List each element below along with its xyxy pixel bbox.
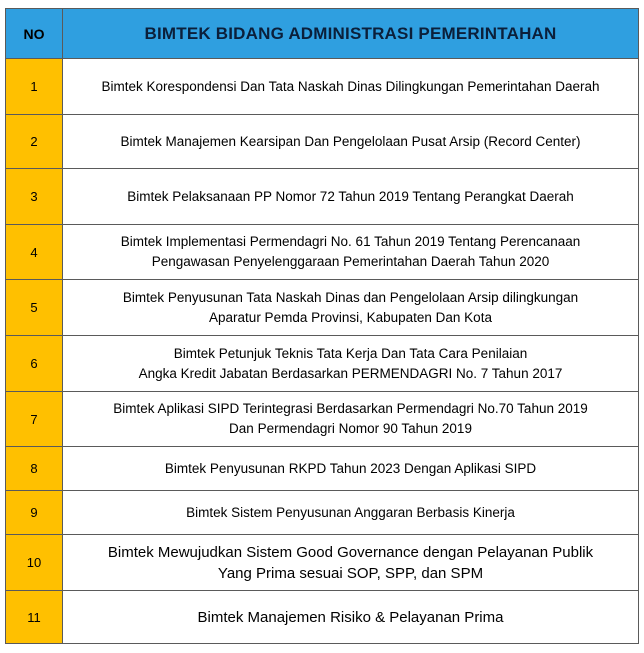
row-title <box>63 392 639 447</box>
row-title <box>63 591 639 644</box>
row-title <box>63 225 639 280</box>
row-title <box>63 447 639 491</box>
row-title <box>63 491 639 535</box>
row-title-line: Angka Kredit Jabatan Berdasarkan PERMENDAGRI No. 7 Tahun 2017 <box>138 365 563 381</box>
row-number: 1 <box>6 59 63 115</box>
row-title-line: Bimtek Aplikasi SIPD Terintegrasi Berdasarkan Permendagri No.70 Tahun 2019 <box>113 401 588 416</box>
table-row <box>6 392 639 447</box>
row-title <box>63 115 639 169</box>
table-row <box>6 169 639 225</box>
table-row <box>6 491 639 535</box>
row-title-line: Bimtek Manajemen Kearsipan Dan Pengelolaan Pusat Arsip (Record Center) <box>120 133 581 149</box>
row-title <box>63 169 639 225</box>
row-title-line: Bimtek Manajemen Risiko & Pelayanan Prima <box>197 608 504 626</box>
table-row <box>6 447 639 491</box>
row-title-line: Aparatur Pemda Provinsi, Kabupaten Dan Kota <box>209 309 492 325</box>
row-number: 7 <box>6 392 63 447</box>
row-title-line: Bimtek Pelaksanaan PP Nomor 72 Tahun 2019 Tentang Perangkat Daerah <box>127 188 574 204</box>
row-title-line: Bimtek Penyusunan Tata Naskah Dinas dan Pengelolaan Arsip dilingkungan <box>122 289 579 305</box>
row-number: 4 <box>6 225 63 280</box>
table-row <box>6 59 639 115</box>
bimtek-table <box>5 8 639 644</box>
row-title-line: Bimtek Petunjuk Teknis Tata Kerja Dan Tata Cara Penilaian <box>173 345 528 361</box>
table-row <box>6 115 639 169</box>
row-title <box>63 535 639 591</box>
row-title-line: Dan Permendagri Nomor 90 Tahun 2019 <box>229 421 472 436</box>
row-title <box>63 336 639 392</box>
row-title-line: Bimtek Implementasi Permendagri No. 61 Tahun 2019 Tentang Perencanaan <box>120 234 581 249</box>
table-row <box>6 535 639 591</box>
row-title-line: Bimtek Korespondensi Dan Tata Naskah Dinas Dilingkungan Pemerintahan Daerah <box>101 78 600 94</box>
row-title-line: Bimtek Mewujudkan Sistem Good Governance dengan Pelayanan Publik <box>107 543 594 561</box>
row-title <box>63 280 639 336</box>
header-no: NO <box>6 9 63 59</box>
table-row <box>6 225 639 280</box>
header-title: BIMTEK BIDANG ADMINISTRASI PEMERINTAHAN <box>63 9 639 59</box>
table-row <box>6 336 639 392</box>
row-number: 10 <box>6 535 63 591</box>
table-row <box>6 280 639 336</box>
row-title-line: Pengawasan Penyelenggaraan Pemerintahan Daerah Tahun 2020 <box>151 254 550 269</box>
table-row <box>6 591 639 644</box>
row-title-line: Bimtek Penyusunan RKPD Tahun 2023 Dengan Aplikasi SIPD <box>164 460 537 476</box>
table-header-row <box>6 9 639 59</box>
row-number: 2 <box>6 115 63 169</box>
row-number: 6 <box>6 336 63 392</box>
row-number: 9 <box>6 491 63 535</box>
row-title-line: Bimtek Sistem Penyusunan Anggaran Berbasis Kinerja <box>186 504 515 520</box>
row-number: 5 <box>6 280 63 336</box>
row-title <box>63 59 639 115</box>
row-number: 11 <box>6 591 63 644</box>
row-number: 3 <box>6 169 63 225</box>
row-number: 8 <box>6 447 63 491</box>
row-title-line: Yang Prima sesuai SOP, SPP, dan SPM <box>217 564 484 582</box>
